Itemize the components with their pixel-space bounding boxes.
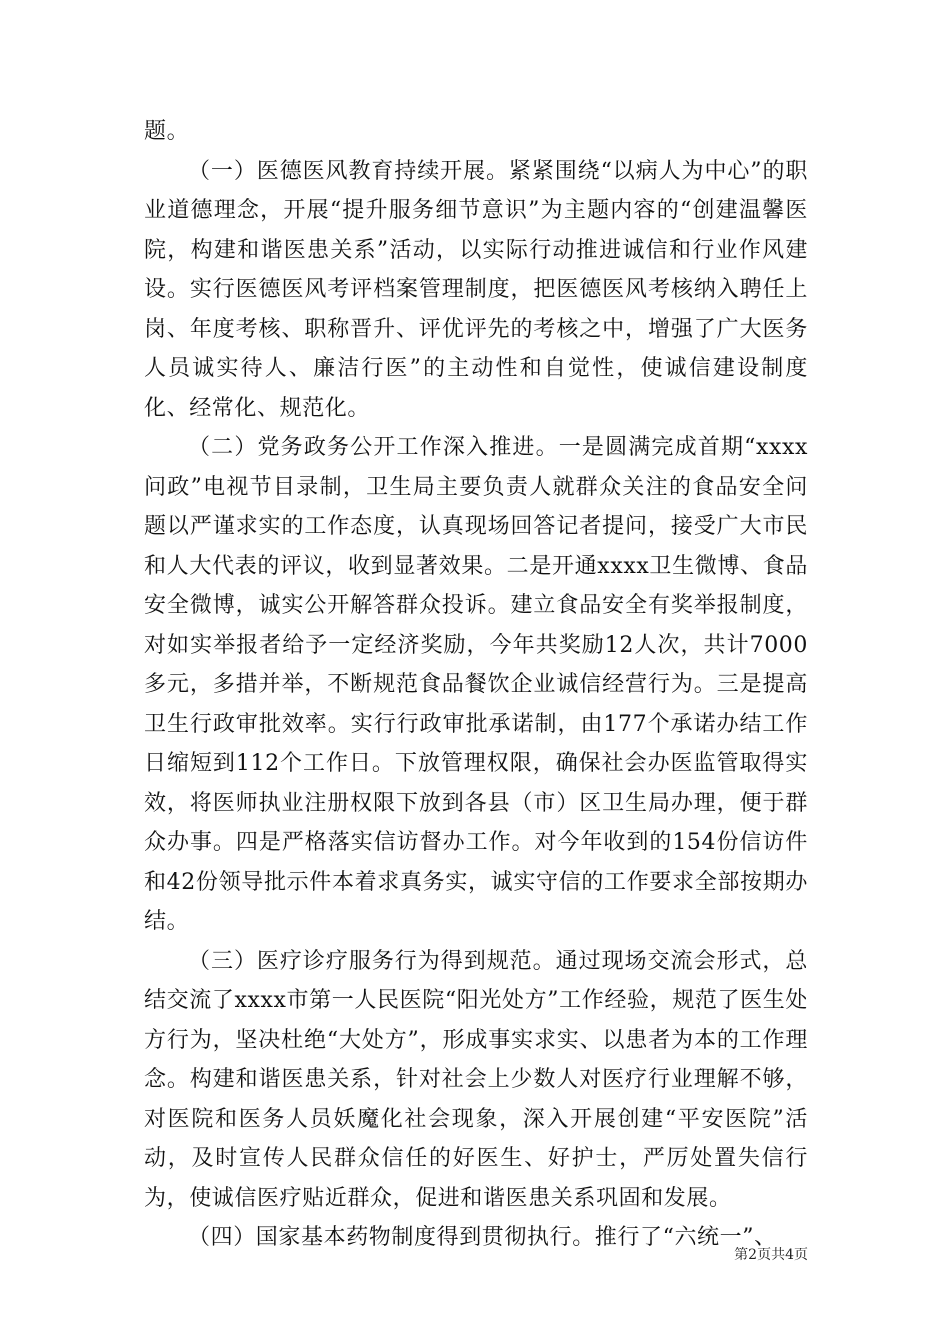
document-body	[144, 112, 808, 1258]
paragraph-public-affairs: （二）党务政务公开工作深入推进。一是圆满完成首期“xxxx问政”电视节目录制，卫生局主要负责人就群众关注的食品安全问题以严谨求实的工作态度，认真现场回答记者提问，接受广大市民和人大代表的评议，收到显著效果。二是开通xxxx卫生微博、食品安全微博，诚实公开解答群众投诉。建立食品安全有奖举报制度，对如实举报者给予一定经济奖励，今年共奖励12人次，共计7000多元，多措并举，不断规范食品餐饮企业诚信经营行为。三是提高卫生行政审批效率。实行行政审批承诺制，由177个承诺办结工作日缩短到112个工作日。下放管理权限，确保社会办医监管取得实效，将医师执业注册权限下放到各县（市）区卫生局办理，便于群众办事。四是严格落实信访督办工作。对今年收到的154份信访件和42份领导批示件本着求真务实，诚实守信的工作要求全部按期办结。	[144, 435, 808, 934]
paragraph-medical-ethics: （一）医德医风教育持续开展。紧紧围绕“以病人为中心”的职业道德理念，开展“提升服务细节意识”为主题内容的“创建温馨医院，构建和谐医患关系”活动，以实际行动推进诚信和行业作风建设。实行医德医风考评档案管理制度，把医德医风考核纳入聘任上岗、年度考核、职称晋升、评优评先的考核之中，增强了广大医务人员诚实待人、廉洁行医”的主动性和自觉性，使诚信建设制度化、经常化、规范化。	[144, 158, 808, 421]
page-number: 第2页共4页	[734, 1247, 808, 1263]
paragraph-medical-services: （三）医疗诊疗服务行为得到规范。通过现场交流会形式，总结交流了xxxx市第一人民医院“阳光处方”工作经验，规范了医生处方行为，坚决杜绝“大处方”，形成事实求实、以患者为本的工作理念。构建和谐医患关系，针对社会上少数人对医疗行业理解不够，对医院和医务人员妖魔化社会现象，深入开展创建“平安医院”活动，及时宣传人民群众信任的好医生、好护士，严厉处置失信行为，使诚信医疗贴近群众，促进和谐医患关系巩固和发展。	[144, 948, 808, 1211]
paragraph-essential-drugs: （四）国家基本药物制度得到贯彻执行。推行了“六统一”、	[188, 1225, 777, 1250]
paragraph-continuation: 题。	[144, 119, 190, 144]
